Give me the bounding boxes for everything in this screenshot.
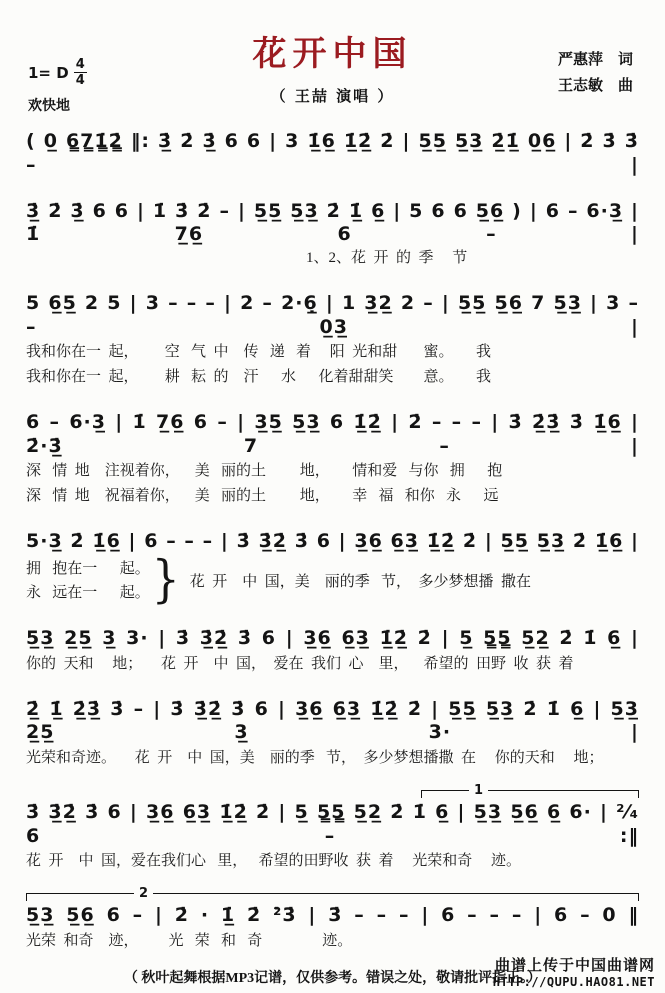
watermark-site-name: 曲谱上传于中国曲谱网 (494, 955, 655, 974)
tempo-marking: 欢快地 (28, 99, 70, 114)
lyrics-line-3-verse-2: 我和你在一 起， 耕 耘 的 汗 水 化着甜甜笑 意。 我 (26, 369, 492, 385)
notation-line-5: 5·3̲ 2̇ 1̲̇6̲ | 6 – – – | 3̇ 3̲̇2̲̇ 3̇ 6 | 3̲6̲ 6̲3̲ 1̲̇2̲̇ 2̇ | 5̲5̲ 5̲3̲ 2̇ 1̲̇6̲ | (26, 529, 639, 552)
notation-line-1: ( 0̲ 6̳7̳1̳̇2̳̇ ‖: 3̲̇ 2̇ 3̲̇ 6 6 | 3 1̲̇6̲ 1̲̇2̲̇ 2̇ | 5̲5̲ 5̲3̲ 2̲̇1̲̇ 0̲6̲ | 2̇ 3̇ 3̇ – | (26, 130, 639, 176)
lyrics-line-3-verse-1: 我和你在一 起， 空 气 中 传 递 着 阳 光和甜 蜜。 我 (26, 344, 492, 361)
lyrics-line-9: 光荣 和奇 迹， 光 荣 和 奇 迹。 (26, 932, 353, 949)
score-line-7 (26, 698, 639, 770)
source-note: （ 秋叶起舞根据MP3记谱，仅供参考。错误之处，敬请批评指正。） (123, 970, 542, 986)
composer-credit: 王志敏 曲 (557, 77, 633, 94)
score-line-4 (26, 411, 639, 508)
notation-line-3: 5 6̲5̲ 2 5 | 3 – – – | 2 – 2·6̲̣ | 1 3̲2̲ 2 – | 5̲5̲ 5̲6̲ 7 5̲3̲ | 3 – – 0̲3̲ | (26, 291, 639, 338)
lyricist-credit: 严惠萍 词 (557, 52, 633, 68)
first-ending-label: 1 (469, 783, 488, 798)
score-line-2 (26, 200, 639, 270)
performer-credit: （ 王喆 演唱 ） (270, 87, 395, 105)
lyrics-line-2: 1、2、花 开 的 季 节 (306, 250, 468, 266)
key-signature: 1= D (28, 63, 69, 82)
score-line-1 (26, 130, 639, 178)
key-and-time-block (28, 58, 87, 115)
second-ending-label: 2 (134, 886, 153, 901)
notation-line-9: 5̲3̲ 5̲6̲ 6 – | 2̇ · 1̲̇ 2̇ ²̇3̇ | 3̇ – – – | 6 – – – | 6 – 0 ‖ (26, 904, 639, 926)
lyrics-line-7: 光荣和奇迹。 花 开 中 国，美 丽的季 节， 多少梦想播撒 在 你的天和 地； (26, 750, 604, 766)
notation-line-6: 5̲3̲ 2̲5̲ 3̲ 3· | 3̇ 3̲̇2̲̇ 3̇ 6 | 3̲6̲ 6̲3̲ 1̲̇2̲̇ 2̇ | 5̲ 5̳5̳ 5̲2̲ 2̇ 1̇ 6̲ | (26, 627, 639, 649)
score-line-3 (26, 292, 639, 389)
song-title: 花开中国 (252, 34, 413, 74)
time-signature-numerator: 4 (75, 57, 85, 72)
lyrics-line-4-verse-1: 深 情 地 注视着你， 美 丽的土 地， 情和爱 与你 拥 抱 (26, 463, 503, 480)
first-ending-bracket (421, 782, 639, 799)
watermark-block (493, 954, 655, 989)
lyrics-line-4-verse-2: 深 情 地 祝福着你， 美 丽的土 地， 幸 福 和你 永 远 (26, 488, 499, 504)
notation-line-7: 2̲̇ 1̲̇ 2̲̇3̲̇ 3̇ – | 3̇ 3̲̇2̲̇ 3̇ 6 | 3̲6̲ 6̲3̲ 1̲̇2̲̇ 2̇ | 5̲5̲ 5̲3̲ 2̇ 1̇ 6̲ | 5̲3̲ 2̲5̲ 3̲ 3· | (26, 697, 639, 744)
second-ending-bracket (26, 886, 639, 902)
notation-line-8: 3̇ 3̲̇2̲̇ 3̇ 6 | 3̲6̲ 6̲3̲ 1̲̇2̲̇ 2̇ | 5̲ 5̳5̳ 5̲2̲ 2̇ 1̇ 6̲ | 5̲3̲ 5̲6̲ 6̲ 6· | ²⁄₄ 6 – :‖ (26, 800, 639, 847)
score-line-5 (26, 529, 639, 610)
score-line-6 (26, 627, 639, 676)
score-header (26, 10, 639, 116)
verse-merge-brace: } (151, 550, 180, 610)
notation-line-2: 3̲̇ 2̇ 3̲̇ 6 6 | 1̇ 3̇ 2̇ – | 5̲5̲ 5̲3̲ 2̇ 1̲̇ 6̲ | 5 6 6 5̲6̲ ) | 6 – 6·3̲ | 1̇ 7̲6̲ 6 – | (26, 199, 639, 246)
notation-line-4: 6 – 6·3̲ | 1̇ 7̲6̲ 6 – | 3̲5̲ 5̲3̲ 6 1̲̇2̲̇ | 2̇ – – – | 3̇ 2̲̇3̲̇ 3̇ 1̲̇6̲ | 2̇·3̲̇ 7 – | (26, 410, 639, 457)
lyrics-line-5-verse-1: 拥 抱在一 起。 (26, 560, 150, 577)
time-signature-denominator: 4 (75, 73, 85, 88)
credits-block (558, 48, 633, 99)
watermark-url: HTTP://QUPU.HAO81.NET (492, 974, 655, 989)
lyrics-line-8: 花 开 中 国，爱在我们心 里， 希望的田野收 获 着 光荣和奇 迹。 (26, 853, 522, 870)
score-line-8 (26, 782, 639, 873)
lyrics-line-6: 你的 天和 地； 花 开 中 国， 爱在 我们 心 里， 希望的 田野 收 获 着 (26, 655, 574, 672)
score-line-9 (26, 886, 639, 953)
time-signature (74, 58, 87, 87)
lyrics-line-5-verse-2: 永 远在一 起。 (26, 585, 150, 602)
lyrics-line-5-shared: 花 开 中 国，美 丽的季 节， 多少梦想播 撒在 (189, 573, 532, 590)
verse-merge-row (26, 550, 639, 610)
